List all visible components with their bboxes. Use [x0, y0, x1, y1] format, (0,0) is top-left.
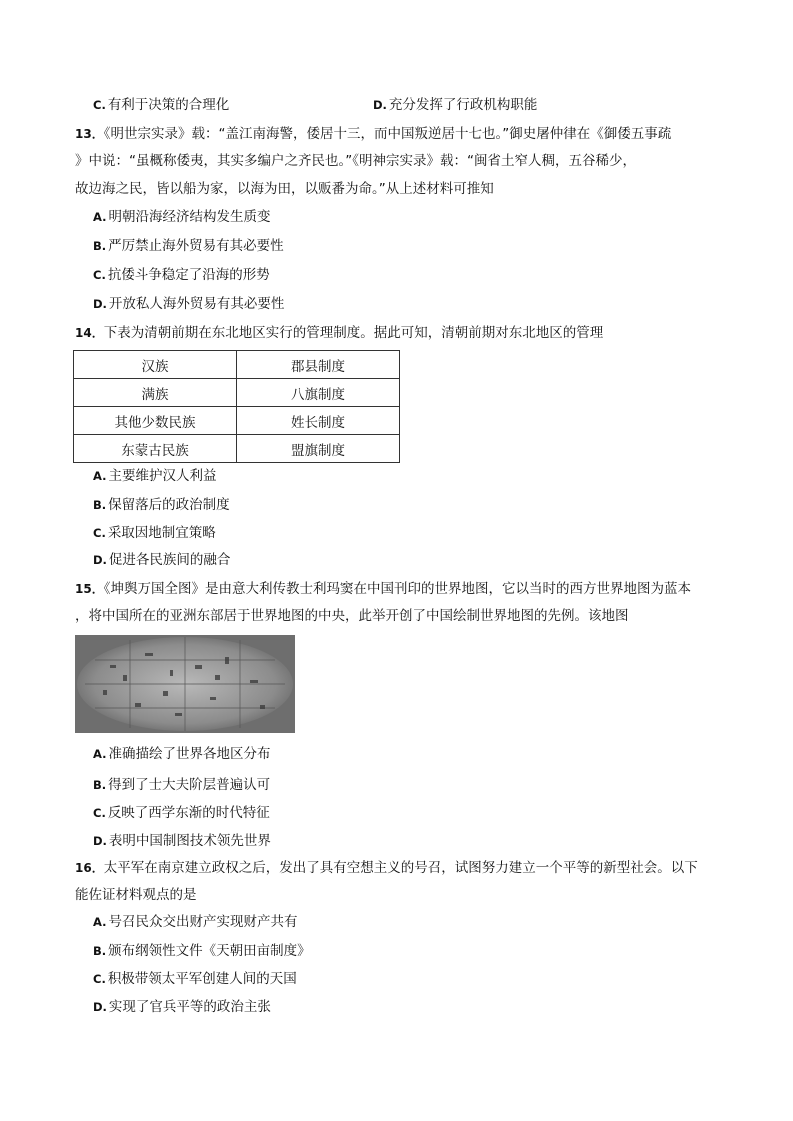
table-row	[74, 379, 400, 407]
q16-option-a: A. 号召民众交出财产实现财产共有	[93, 914, 298, 930]
q13-option-c: C. 抗倭斗争稳定了沿海的形势	[93, 267, 270, 283]
table-cell: 其他少数民族	[74, 407, 237, 435]
q15-option-b: B. 得到了士大夫阶层普遍认可	[93, 777, 271, 793]
world-map-image	[75, 635, 295, 733]
q15-option-d: D. 表明中国制图技术领先世界	[93, 833, 271, 849]
prev-option-c: C. 有利于决策的合理化	[93, 97, 230, 113]
table-cell: 盟旗制度	[237, 435, 400, 463]
table-cell: 东蒙古民族	[74, 435, 237, 463]
table-cell: 满族	[74, 379, 237, 407]
q14-option-a: A. 主要维护汉人利益	[93, 468, 217, 484]
table-cell: 八旗制度	[237, 379, 400, 407]
q14-stem: 14．下表为清朝前期在东北地区实行的管理制度。据此可知，清朝前期对东北地区的管理	[75, 325, 604, 341]
q15-stem-line-2: ，将中国所在的亚洲东部居于世界地图的中央，此举开创了中国绘制世界地图的先例。该地图	[75, 608, 629, 624]
q13-option-d: D. 开放私人海外贸易有其必要性	[93, 296, 285, 312]
q15-option-c: C. 反映了西学东渐的时代特征	[93, 805, 270, 821]
q16-option-d: D. 实现了官兵平等的政治主张	[93, 999, 271, 1015]
table-row	[74, 351, 400, 379]
table-row	[74, 407, 400, 435]
q14-table	[73, 350, 400, 463]
q13-stem-line-2: 》中说：“虽概称倭夷，其实多编户之齐民也。”《明神宗实录》载：“闽省土窄人稠，五谷稀少，	[75, 153, 636, 169]
prev-option-d: D. 充分发挥了行政机构职能	[373, 97, 538, 113]
q13-option-a: A. 明朝沿海经济结构发生质变	[93, 209, 271, 225]
q16-stem-line-1: 16．太平军在南京建立政权之后，发出了具有空想主义的号召，试图努力建立一个平等的新型社会。以下	[75, 860, 698, 876]
q16-option-b: B. 颁布纲领性文件《天朝田亩制度》	[93, 943, 311, 959]
q13-stem-line-1: 13．《明世宗实录》载：“盖江南海警，倭居十三，而中国叛逆居十七也。”御史屠仲律在《御倭五事疏	[75, 126, 672, 142]
q13-stem-line-3: 故边海之民，皆以船为家，以海为田，以贩番为命。”从上述材料可推知	[75, 181, 494, 197]
q16-option-c: C. 积极带领太平军创建人间的天国	[93, 971, 297, 987]
q14-option-d: D. 促进各民族间的融合	[93, 552, 231, 568]
world-map-photo	[75, 635, 295, 733]
q13-option-b: B. 严厉禁止海外贸易有其必要性	[93, 238, 284, 254]
q15-stem-line-1: 15．《坤舆万国全图》是由意大利传教士利玛窦在中国刊印的世界地图，它以当时的西方世界地图为蓝本	[75, 581, 691, 597]
q14-option-c: C. 采取因地制宜策略	[93, 525, 216, 541]
table-cell: 汉族	[74, 351, 237, 379]
table-cell: 郡县制度	[237, 351, 400, 379]
q15-option-a: A. 准确描绘了世界各地区分布	[93, 746, 271, 762]
table-row	[74, 435, 400, 463]
q14-option-b: B. 保留落后的政治制度	[93, 497, 230, 513]
q16-stem-line-2: 能佐证材料观点的是	[75, 887, 197, 903]
table-cell: 姓长制度	[237, 407, 400, 435]
